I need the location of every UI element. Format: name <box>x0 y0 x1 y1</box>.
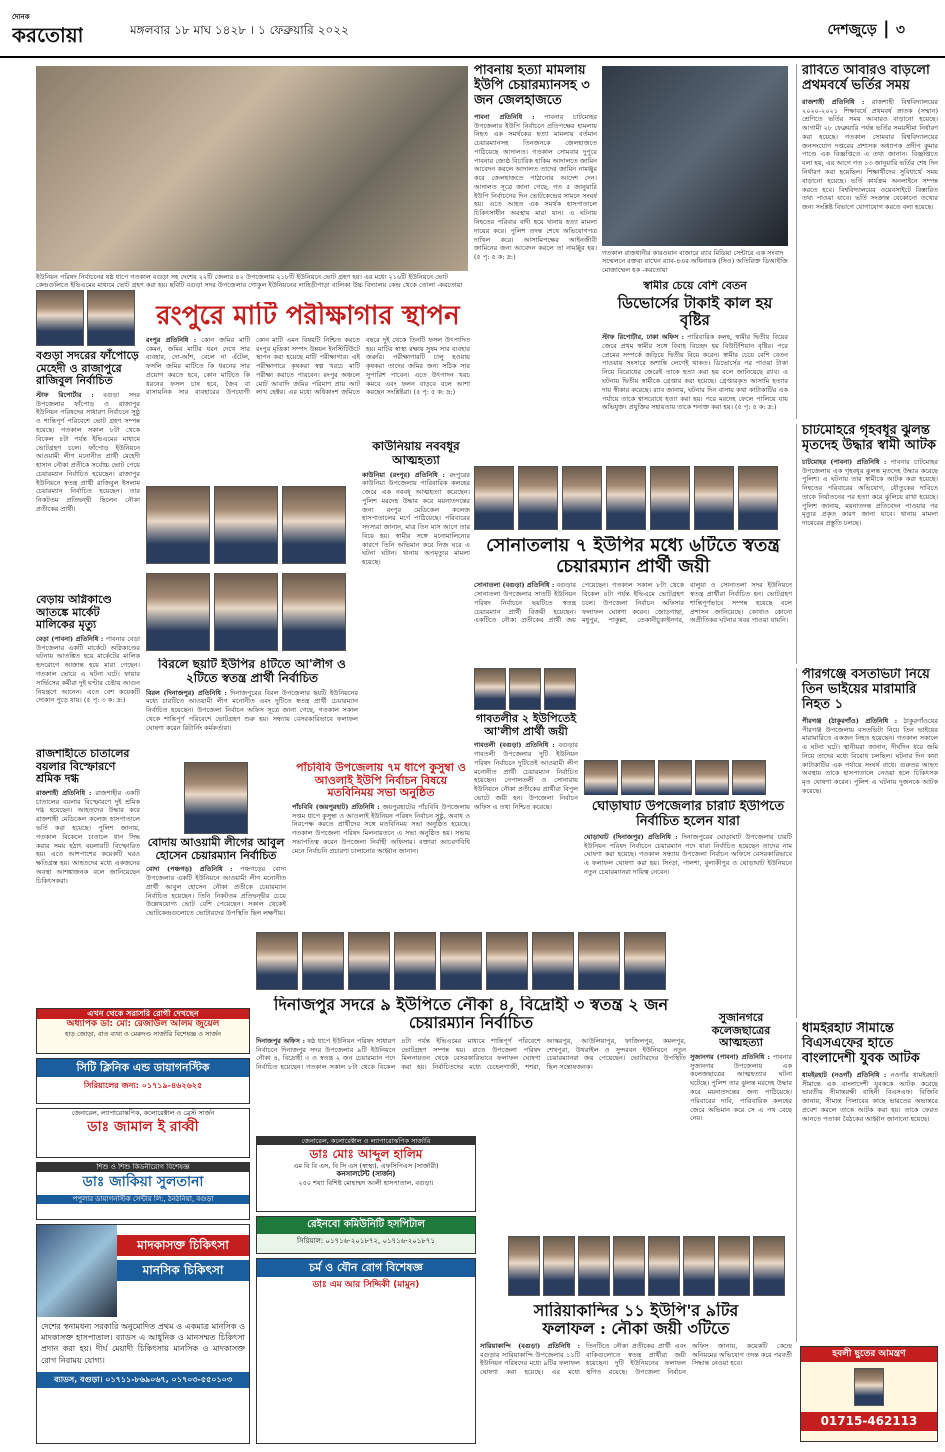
dateline: বেড়া (পাবনা) প্রতিনিধি : <box>36 634 104 643</box>
page-number: ৩ <box>895 22 905 38</box>
candidate-photo <box>578 932 620 990</box>
article-body: জয়পুরহাটের পাঁচবিবি উপজেলায় সপ্তম ধাপে কুসুম্বা ও আওলাই ইউনিয়ন পরিষদ নির্বাচন সুষ্ঠু, অবাধ ও নিরপেক্ষ করতে প্রার্থীদের সঙ্গে মতবিনিময় সভা অনুষ্ঠিত হয়েছে। গতকাল উপজেলা পরিষদ মিলনায়তনে এ সভা অনুষ্ঠিত হয়। সভায় সভাপতিত্ব করেন উপজেলা নির্বাহী অফিসার। বক্তারা আচরণবিধি মেনে নির্বাচনি প্রচারণা চালানোর আহ্বান জানান। <box>292 802 470 855</box>
article-pirganj <box>796 668 938 1018</box>
candidate-photo <box>606 466 646 530</box>
article-body: পঞ্চগড়ের বোদা উপজেলার একটি ইউনিয়নে আওয়ামী লীগ মনোনীত প্রার্থী আবুল হোসেন নৌকা প্রতীকে চেয়ারম্যান নির্বাচিত হয়েছেন। তিনি নিকটতম প্রতিদ্বন্দ্বীর চেয়ে উল্লেখযোগ্য ভোট বেশি পেয়েছেন। সকাল থেকেই ভোটকেন্দ্রগুলোতে ভোটারদের উপস্থিতি ছিল লক্ষণীয়। <box>146 865 286 918</box>
headline: বেড়ায় অগ্নিকাণ্ডে আতঙ্কে মার্কেট মালিকের মৃত্যু <box>36 594 112 632</box>
ad-doctor-name: ডাঃ মোঃ আব্দুল হালিম <box>309 1147 423 1162</box>
ad-title-1: মাদকাসক্ত চিকিৎসা <box>117 1235 249 1256</box>
headline: বগুড়া সদরের ফাঁপোড়ে মেহেদী ও রাজাপুরে রাজিবুল নির্বাচিত <box>36 349 139 388</box>
article-divorce <box>602 280 788 460</box>
candidate-photo <box>694 466 734 530</box>
candidate-photo <box>256 932 298 990</box>
candidate-photo <box>683 1236 715 1296</box>
candidate-photo <box>474 466 514 530</box>
dateline: স্টাফ রিপোর্টার, ঢাকা অফিস : <box>602 333 685 342</box>
article-body: বগুড়ার সারিয়াকান্দি উপজেলার ১১টি ইউনিয়ন পরিষদের মধ্যে ৯টির ফলাফল ঘোষণা করা হয়েছে। এর মধ্যে তিনটিতে নৌকা প্রতীকের প্রার্থী এবং বাকিগুলোতে স্বতন্ত্র প্রার্থীরা জয়ী হয়েছেন। দুটি ইউনিয়নের ফলাফল স্থগিত রয়েছে। উপজেলা নির্বাচন অফিস জানায়, কয়েকটি কেন্দ্রে অনিয়মের অভিযোগ তদন্ত করে পরবর্তী সিদ্ধান্ত নেওয়া হবে। <box>480 1341 792 1377</box>
article-body: দিনাজপুরের বিরল উপজেলার ছয়টি ইউনিয়নের মধ্যে চারটিতে আওয়ামী লীগ মনোনীত এবং দুটিতে স্বতন্ত্র প্রার্থী চেয়ারম্যান নির্বাচিত হয়েছেন। উপজেলা নির্বাচন অফিস সূত্রে জানা গেছে, গতকাল সকাল থেকে শান্তিপূর্ণ পরিবেশে ভোটগ্রহণ শুরু হয়। সন্ধ্যায় বেসরকারিভাবে ফলাফল ঘোষণা করেন রিটার্নিং কর্মকর্তারা। <box>146 688 358 732</box>
candidate-photo <box>394 932 436 990</box>
article-body: রাজশাহীর একটি চাতালের বয়লার বিস্ফোরণে দুই শ্রমিক দগ্ধ হয়েছেন। আহতদের উদ্ধার করে রাজশাহী মেডিকেল কলেজ হাসপাতালে ভর্তি করা হয়েছে। পুলিশ জানায়, গতকাল বিকেলে চাতালে ধান সিদ্ধ করার সময় হঠাৎ বয়লারটি বিস্ফোরিত হয়। এতে আশপাশের কয়েকটি ঘরও ক্ষতিগ্রস্ত হয়। আহতদের মধ্যে একজনের অবস্থা আশঙ্কাজনক বলে জানিয়েছেন চিকিৎসকরা। <box>36 788 140 885</box>
ad-title: হবলী ছুতের আমন্ত্রণ <box>801 1347 937 1362</box>
candidate-photo <box>474 668 506 710</box>
article-body: ষষ্ঠ ধাপে ইউনিয়ন পরিষদ সাধারণ নির্বাচনে দিনাজপুর সদর উপজেলার ৯টি ইউনিয়নে নৌকা ৪, বিদ্রোহী ৩ ও স্বতন্ত্র ২ জন চেয়ারম্যান পদে নির্বাচিত হয়েছেন। গতকাল সকাল ৮টা থেকে বিকেল ৪টা পর্যন্ত ইভিএমের মাধ্যমে শান্তিপূর্ণ পরিবেশে ভোটগ্রহণ সম্পন্ন হয়। রাতে উপজেলা পরিষদ মিলনায়তন থেকে বেসরকারিভাবে ফলাফল ঘোষণা করা হয়। নির্বাচিতদের মধ্যে চেহেলগাজী, শশরা, আস্করপুর, আউলিয়াপুর, ফাজিলপুর, কমলপুর, শেখপুরা, উথরাইল ও সুন্দরবন ইউনিয়নে নতুন চেয়ারম্যানরা জয় পেয়েছেন। ভোটারদের উপস্থিতি ছিল সন্তোষজনক। <box>256 1036 686 1072</box>
dateline: ঘোড়াঘাট (দিনাজপুর) প্রতিনিধি : <box>584 832 678 841</box>
headline-line-2: ফলাফল : নৌকা জয়ী ৩টিতে <box>542 1319 730 1339</box>
candidate-photo <box>753 1236 785 1296</box>
dateline: রাজশাহী প্রতিনিধি : <box>802 97 865 106</box>
headline: পাঁচবিবি উপজেলায় ৭ম ধাপে কুসুম্বা ও আওলাই ইউপি নির্বাচন বিষয়ে মতবিনিময় সভা অনুষ্ঠিত <box>296 762 466 800</box>
press-conference-photo <box>602 66 788 246</box>
headline: পীরগঞ্জে বসতভিটা নিয়ে তিন ভাইয়ের মারামারি নিহত ১ <box>802 668 930 712</box>
article-pabna <box>474 64 597 464</box>
ad-title-2: মানসিক চিকিৎসা <box>117 1260 249 1281</box>
candidate-photo <box>146 573 210 651</box>
candidate-photo <box>36 290 84 346</box>
headline-line-1: সারিয়াকান্দির ১১ ইউপি'র ৯টির <box>533 1302 739 1320</box>
candidate-photo <box>440 932 482 990</box>
candidate-photo <box>543 1236 575 1296</box>
candidate-photo <box>302 932 344 990</box>
candidate-photo <box>718 1236 750 1296</box>
article-body: নওগাঁর ধামইরহাট সীমান্তে এক বাংলাদেশী যুবককে আটক করেছে ভারতীয় সীমান্তরক্ষী বাহিনী বিএসএফ। বিজিবি জানায়, সীমান্ত পিলারের কাছে ভারতের অভ্যন্তরে প্রবেশ করলে তাকে আটক করা হয়। তাকে ফেরত আনতে পতাকা বৈঠকের আহ্বান জানানো হয়েছে। <box>802 1070 938 1123</box>
article-rajshahi-blast <box>36 748 140 1003</box>
article-kauniya <box>362 440 470 700</box>
press-photo-caption: গতকাল রাজধানীর কারওয়ান বাজারে র‍্যাব মিডিয়া সেন্টারে এক সংবাদ সম্মেলনে বক্তব্য রাখেন র‍্যাব-৪এর অধিনায়ক (সিও) অতিরিক্ত ডিআইজি মোজাম্মেল হক -করতোয়া <box>602 249 788 274</box>
headline: কাউনিয়ায় নববধূর আত্মহত্যা <box>372 440 460 467</box>
headline: ধামইরহাট সীমান্তে বিএসএফের হাতে বাংলাদেশী যুবক আটক <box>802 1022 920 1066</box>
article-sariakandi <box>480 1302 792 1444</box>
ad-body: দেশের স্বনামধন্য সরকারি অনুমোদিত প্রথম ও একমাত্র মানসিক ও মাদকাসক্ত হাসপাতাল। ব্যাডস এ আধুনিক ও মানসম্মত চিকিৎসা প্রদান করা হয়। দীর্ঘ মেয়াদী চিকিৎসায় মানসিক ও মাদকাসক্ত রোগ নিরাময় যোগ্য। <box>41 1322 245 1365</box>
ad-skin-doctor[interactable] <box>256 1258 476 1444</box>
article-ghoraghat <box>584 800 792 930</box>
ad-title: সিটি ক্লিনিক এন্ড ডায়াগনস্টিক <box>37 1059 249 1077</box>
dateline: পীরগঞ্জ (ঠাকুরগাঁও) প্রতিনিধি : <box>802 716 898 725</box>
candidate-photo <box>508 1236 540 1296</box>
article-body: দিনাজপুরের ঘোড়াঘাট উপজেলার চারটি ইউনিয়ন পরিষদ নির্বাচনে চেয়ারম্যান পদে যারা নির্বাচিত হয়েছেন তাদের নাম ঘোষণা করা হয়েছে। গতকাল সন্ধ্যায় উপজেলা নির্বাচন অফিসে বেসরকারিভাবে এ ফলাফল ঘোষণা করা হয়। সিংড়া, পালশা, বুলাকীপুর ও ঘোড়াঘাট ইউনিয়নে নতুন চেয়ারম্যানরা দায়িত্ব নেবেন। <box>584 832 792 876</box>
dateline: সুজানগর (পাবনা) প্রতিনিধি : <box>690 1052 770 1061</box>
issue-date: মঙ্গলবার ১৮ মাঘ ১৪২৮ । ১ ফেব্রুয়ারি ২০২২ <box>130 23 349 37</box>
candidate-photo <box>695 760 729 795</box>
article-dhamoirhat <box>796 1022 938 1342</box>
ad-doctor-name: ডাঃ জামাল ই রাব্বী <box>87 1119 199 1136</box>
ad-contact: ব্যাডস, বগুড়া। ০১৭১১-৮৬৯০৬৭, ০১৭০৩-৫৫০১০৩ <box>37 1372 249 1388</box>
dateline: সারিয়াকান্দি (বগুড়া) প্রতিনিধি : <box>480 1341 580 1350</box>
candidate-photo <box>486 932 528 990</box>
article-rabi <box>796 64 938 419</box>
article-bera <box>36 594 140 744</box>
dateline: পাবনা প্রতিনিধি : <box>474 112 535 121</box>
ad-clinic: পপুলার ডায়াগনস্টিক সেন্টার লি:, ঠনঠনিয়া, বগুড়া <box>37 1195 249 1204</box>
headline: ডিভোর্সের টাকাই কাল হয় বৃষ্টির <box>617 293 773 329</box>
candidate-photo <box>578 1236 610 1296</box>
article-body: পাবনার চাটমোহর উপজেলায় এক গৃহবধূর ঝুলন্ত মৃতদেহ উদ্ধার করেছে পুলিশ। এ ঘটনায় তার স্বামীকে আটক করা হয়েছে। নিহতের পরিবারের অভিযোগ, যৌতুকের দাবিতে তাকে নির্যাতনের পর হত্যা করে ঝুলিয়ে রাখা হয়েছে। পুলিশ জানায়, ময়নাতদন্ত প্রতিবেদন পাওয়ার পর মৃত্যুর প্রকৃত কারণ জানা যাবে। থানায় মামলা দায়েরের প্রস্তুতি চলছে। <box>802 457 938 528</box>
ad-city-clinic[interactable] <box>36 1058 250 1104</box>
headline: ঘোড়াঘাট উপজেলার চারটি ইউপিতে নির্বাচিত হলেন যারা <box>591 800 785 829</box>
headline: রংপুরে মাটি পরীক্ষাগার স্থাপন <box>156 302 460 331</box>
candidate-photo <box>146 486 210 564</box>
ad-doctor-name: ডাঃ জাকিয়া সুলতানা <box>82 1173 204 1190</box>
dateline: দিনাজপুর অফিস : <box>256 1036 305 1045</box>
ad-speciality: হাড় জোড়া, বাত ব্যথা ও মেরুদণ্ড সার্জারি বিশেষজ্ঞ ও সার্জন <box>64 1030 222 1039</box>
sariakandi-candidate-photos <box>508 1236 792 1300</box>
candidate-photos <box>146 486 356 656</box>
ad-doctor-name: ডাঃ এম আর সিদ্দিকী (মামুন) <box>312 1279 420 1290</box>
candidate-photo <box>584 760 618 795</box>
article-body: কোন জমির মাটি কেমন, জমির মাটির ধরন দেখে সার ব্যবহার, দো-আঁশ, বেলে না এঁটেল, ফসলি জমির মাটিতে কি ধরনের সার প্রয়োগ করতে হবে, কোন মাটিতে কি ধরনের ফসল চাষ হবে, জৈব বা রাসায়নিক সার ব্যবহারের উপযোগী কোন মাটি এমন বিষয়টি নিশ্চিত করতে রংপুর মৃত্তিকা সম্পদ উন্নয়ন ইনস্টিটিউটে স্থাপন করা হয়েছে মাটি পরীক্ষাগার। এই পরীক্ষাগারে কৃষকরা স্বল্প খরচে মাটি পরীক্ষা করাতে পারবেন। রংপুর অঞ্চলে মোট আবাদি জমির পরিমাণ প্রায় আট লাখ হেক্টর। এর মধ্যে অধিকাংশ জমিতে বছরে দুই থেকে তিনটি ফসল উৎপাদিত হয়। মাটির স্বাস্থ্য রক্ষায় সুষম সার ব্যবহার জরুরি। পরীক্ষাগারটি চালু হওয়ায় কৃষকরা তাদের জমির জন্য সঠিক সার সুপারিশ পাবেন। এতে উৎপাদন খরচ কমবে এবং ফলন বাড়বে বলে আশা করছেন সংশ্লিষ্টরা। (৫ পৃ: ৫ ক: দ্র:) <box>146 335 470 397</box>
dateline: ধামইরহাট (নওগাঁ) প্রতিনিধি : <box>802 1070 887 1079</box>
ad-brain-image <box>37 1225 117 1317</box>
dateline: রংপুর প্রতিনিধি : <box>146 335 197 344</box>
ad-doctor-name: অধ্যাপক ডা: মো: রেজাউল আলম জুয়েল <box>66 1019 220 1029</box>
headline: রাজশাহীতে চাতালের বয়লার বিস্ফোরণে শ্রমিক দগ্ধ <box>36 748 130 786</box>
article-body: পাবনার চাটমোহর উপজেলার ইউপি নির্বাচনে প্রতিপক্ষের হামলায় নিহত এক সমর্থকের হত্যা মামলায় বর্তমান চেয়ারম্যানসহ তিনজনকে জেলহাজতে পাঠিয়েছে আদালত। গতকাল সোমবার দুপুরে পাবনার জ্যেষ্ঠ বিচারিক হাকিম আদালতে জামিন আবেদন করলে আদালত তাদের জামিন নামঞ্জুর করে জেলহাজতে পাঠানোর আদেশ দেন। আদালত সূত্রে জানা গেছে, গত ৫ জানুয়ারি ইউপি নির্বাচনের দিন ভোটকেন্দ্রের সামনে সংঘর্ষ হয়। এতে আহত এক সমর্থক হাসপাতালে চিকিৎসাধীন অবস্থায় মারা যান। এ ঘটনায় নিহতের পরিবার বাদী হয়ে থানায় হত্যা মামলা দায়ের করে। পুলিশ তদন্ত শেষে অভিযোগপত্র দাখিল করে। আসামিপক্ষের আইনজীবী জামিনের জন্য আবেদন করলে তা নামঞ্জুর হয়। (৫ পৃ: ৫ ক: দ্র:) <box>474 112 597 262</box>
dateline: গাবতলী (বগুড়া) প্রতিনিধি : <box>474 741 555 750</box>
top-photo-caption: ইউনিয়ন পরিষদ নির্বাচনের ষষ্ঠ ধাপে গতকাল বগুড়া সহ দেশের ২২টি জেলার ৪২ উপজেলায় ২১৮টি ইউনিয়নে ভোট গ্রহণ হয়। এর মধ্যে ২১৬টি ইউনিয়নে ভোট কেন্দ্রগুলিতে ইভিএমের মাধ্যমে ভোট গ্রহণ করা হয়। ছবিটি বগুড়া সদর উপজেলার গোকুল ইউনিয়নের লাহিড়ীপাড়া বালিকা উচ্চ বিদ্যালয় কেন্দ্র থেকে তোলা -করতোয়া <box>36 273 463 290</box>
article-body: ঠাকুরগাঁওয়ের পীরগঞ্জ উপজেলায় বসতভিটা নিয়ে তিন ভাইয়ের মারামারিতে একজন নিহত হয়েছেন। গতকাল সকালে এ ঘটনা ঘটে। স্থানীয়রা জানান, দীর্ঘদিন ধরে জমি নিয়ে তাদের মধ্যে বিরোধ চলছিল। ঘটনার দিন কথা কাটাকাটির এক পর্যায়ে সংঘর্ষ বাধে। গুরুতর আহত অবস্থায় তাকে হাসপাতালে নেওয়া হলে চিকিৎসক মৃত ঘোষণা করেন। পুলিশ এ ঘটনায় দুজনকে আটক করেছে। <box>802 716 938 795</box>
ad-ortho-doctor[interactable] <box>36 1008 250 1054</box>
newspaper-logo: দৈনিক করতোয়া <box>12 14 84 47</box>
ad-speciality: জেনারেল, কলোরেক্টাল ও ল্যাপারোস্কপিক সার্জারি <box>257 1137 475 1145</box>
ghoraghat-candidate-photos <box>584 760 792 795</box>
article-rangpur <box>146 302 470 442</box>
dateline: সোনাতলা (বগুড়া) প্রতিনিধি : <box>474 581 555 590</box>
candidate-photo <box>87 290 135 346</box>
candidate-photo <box>509 668 541 710</box>
headline: রাবিতে আবারও বাড়লো প্রথমবর্ষে ভর্তির সময় <box>802 64 930 93</box>
dateline: বোদা (পঞ্চগড়) প্রতিনিধি : <box>146 865 233 874</box>
candidate-photo <box>650 466 690 530</box>
dateline: স্টাফ রিপোর্টার : <box>36 390 94 399</box>
article-body: পারিবারিক কলহ, স্বামীর দ্বিতীয় বিয়ের জেরে প্রথম স্বামীর সঙ্গে বিবাহ বিচ্ছেদ হয় বিউটিশিয়ান বৃষ্টির। পরে প্রেমের সম্পর্কে জড়িয়ে দ্বিতীয় বিয়ে করেন। স্বামীর চেয়ে বেশি বেতন পাওয়ায় সংসারে অশান্তি লেগেই থাকত। ডিভোর্সের পর পাওয়া টাকা নিয়ে বিরোধের জেরেই তাকে হত্যা করা হয় বলে জানিয়েছে র‍্যাব। এ ঘটনায় দ্বিতীয় স্বামীকে গ্রেপ্তার করা হয়েছে। গ্রেপ্তারকৃত আসামি হত্যার দায় স্বীকার করেছে। র‍্যাব জানায়, ঘটনার দিন বাসায় কথা কাটাকাটির এক পর্যায়ে তাকে শ্বাসরোধে হত্যা করা হয়। পরে মরদেহ ফেলে পালিয়ে যায় অভিযুক্ত। প্রযুক্তির সহায়তায় তাকে শনাক্ত করা হয়। (৫ পৃ: ৫ ক: দ্র:) <box>602 333 788 412</box>
ad-title: চর্ম ও যৌন রোগ বিশেষজ্ঞ <box>257 1259 475 1277</box>
candidate-photo <box>613 1236 645 1296</box>
candidate-photo <box>658 760 692 795</box>
dateline: বিরল (দিনাজপুর) প্রতিনিধি : <box>146 688 227 697</box>
sonatala-candidate-photos <box>474 466 792 534</box>
candidate-photo <box>214 573 278 651</box>
dateline: চাটমোহর (পাবনা) প্রতিনিধি : <box>802 457 887 466</box>
candidate-photo <box>518 466 558 530</box>
ad-dr-zakia[interactable] <box>36 1162 250 1220</box>
ad-speciality: শিশু ও শিশু কিডনীরোগ বিশেষজ্ঞ <box>37 1163 249 1172</box>
ad-portrait <box>854 1368 884 1406</box>
candidate-photo <box>624 932 666 990</box>
candidate-photo <box>184 762 248 834</box>
candidate-photo <box>282 573 346 651</box>
candidate-photo <box>532 932 574 990</box>
ad-dr-jamal[interactable] <box>36 1108 250 1158</box>
ad-invitation[interactable] <box>800 1346 938 1442</box>
article-chatmohar <box>796 424 938 664</box>
article-body: বগুড়ার গাবতলী উপজেলার দুটি ইউনিয়ন পরিষদ নির্বাচনে দুটিতেই আওয়ামী লীগ মনোনীত প্রার্থী চেয়ারম্যান নির্বাচিত হয়েছেন। নেপালতলী ও সোনারায় ইউনিয়নে নৌকা প্রতীকের প্রার্থীরা বিপুল ভোটে জয়ী হন। উপজেলা নির্বাচন অফিস এ তথ্য নিশ্চিত করেছে। <box>474 741 578 811</box>
article-gabtali <box>474 668 578 968</box>
article-body: পাবনার বেড়া উপজেলার একটি মার্কেটে অগ্নিকাণ্ডের ঘটনায় আতঙ্কিত হয়ে মার্কেটের মালিক হৃদরোগে আক্রান্ত হয়ে মারা গেছেন। গতকাল ভোরে এ ঘটনা ঘটে। ফায়ার সার্ভিসের কর্মীরা দুই ঘণ্টার চেষ্টায় আগুন নিয়ন্ত্রণে আনেন। এতে বেশ কয়েকটি দোকান পুড়ে যায়। (৫ পৃ: ৩ ক: দ্র:) <box>36 634 140 705</box>
candidate-photo <box>621 760 655 795</box>
candidate-photo <box>738 466 778 530</box>
headline: পাবনায় হত্যা মামলায় ইউপি চেয়ারম্যানসহ ৩ জন জেলহাজতে <box>474 64 590 108</box>
candidate-photo <box>732 760 766 795</box>
article-bogura-sadar <box>36 290 140 590</box>
headline: চাটমোহরে গৃহবধূর ঝুলন্ত মৃতদেহ উদ্ধার স্বামী আটক <box>802 424 936 453</box>
headline: সুজানগরে কলেজছাত্রের আত্মহত্যা <box>711 1012 771 1050</box>
headline: দিনাজপুর সদরে ৯ ইউপিতে নৌকা ৪, বিদ্রোহী ৩ স্বতন্ত্র ২ জন চেয়ারম্যান নির্বাচিত <box>273 996 669 1033</box>
article-birol <box>146 658 358 758</box>
top-news-photo <box>36 66 468 271</box>
article-sujanagar <box>690 1012 792 1232</box>
ad-serial-phone: সিরিয়াল: ০১৭১৬-২০১৮৭২, ০১৭১৬-২০১৮৭১ <box>297 1236 435 1245</box>
article-body: বগুড়ার সোনাতলা উপজেলার সাতটি ইউনিয়ন পরিষদ নির্বাচনে ছয়টিতে স্বতন্ত্র চেয়ারম্যান প্রার্থী বিজয়ী হয়েছেন। একটিতে নৌকা প্রতীকের প্রার্থী জয় পেয়েছেন। গতকাল সকাল ৮টা থেকে বিকেল ৪টা পর্যন্ত ইভিএমে ভোটগ্রহণ চলে। উপজেলা নির্বাচন অফিসার ফলাফল ঘোষণা করেন। জোড়গাছা, মধুপুর, পাকুল্লা, তেকানীচুকাইনগর, বালুয়া ও সোনাতলা সদর ইউনিয়নে স্বতন্ত্র প্রার্থীরা নির্বাচিত হন। ভোটগ্রহণ শান্তিপূর্ণভাবে সম্পন্ন হয়েছে বলে প্রশাসন জানিয়েছে। কোথাও কোনো অপ্রীতিকর ঘটনার খবর পাওয়া যায়নি। <box>474 581 792 625</box>
candidate-photo <box>544 668 576 710</box>
ad-phone: 01715-462113 <box>801 1412 937 1431</box>
article-body: বগুড়া সদর উপজেলার ফাঁপোড় ও রাজাপুর ইউনিয়ন পরিষদের সাধারণ নির্বাচনে সুষ্ঠু ও শান্তিপূর্ণ পরিবেশে ভোট গ্রহণ সম্পন্ন হয়েছে। গতকাল সকাল ৮টা থেকে বিকেল ৪টা পর্যন্ত ইভিএমের মাধ্যমে ভোটগ্রহণ চলে। ফাঁপোড় ইউনিয়নে আওয়ামী লীগ মনোনীত প্রার্থী মেহেদী হাসান নৌকা প্রতীকে সর্বোচ্চ ভোট পেয়ে চেয়ারম্যান নির্বাচিত হয়েছেন। রাজাপুর ইউনিয়নে স্বতন্ত্র প্রার্থী রাজিবুল ইসলাম চেয়ারম্যান নির্বাচিত হয়েছেন। তার নিকটতম প্রতিদ্বন্দ্বী ছিলেন নৌকা প্রতীকের প্রার্থী। <box>36 390 140 513</box>
kicker: স্বামীর চেয়ে বেশি বেতন <box>643 280 747 292</box>
ad-role: কনসালটেন্ট (সার্জন) <box>336 1170 396 1179</box>
ad-degrees: এম বি বি এস, বি সি এস (স্বাস্থ্য), এফসিপিএস (সার্জারী) <box>293 1162 439 1171</box>
ad-rainbow-hospital[interactable] <box>256 1216 476 1254</box>
ad-bads-rehab[interactable] <box>36 1224 250 1444</box>
section-title: দেশজুড়ে | ৩ <box>827 18 905 39</box>
dateline: কাউনিয়া (রংপুর) প্রতিনিধি : <box>362 470 445 479</box>
ad-title: রেইনবো কমিউনিটি হসপিটাল <box>257 1217 475 1234</box>
headline: গাবতলীর ২ ইউপিতেই আ'লীগ প্রার্থী জয়ী <box>475 712 577 738</box>
ad-dr-halim[interactable] <box>256 1136 476 1212</box>
headline: সোনাতলায় ৭ ইউপির মধ্যে ৬টিতে স্বতন্ত্র চেয়ারম্যান প্রার্থী জয়ী <box>486 536 780 577</box>
headline: বিরলে ছয়টি ইউপির ৪টিতে আ'লীগ ও ২টিতে স্বতন্ত্র প্রার্থী নির্বাচিত <box>158 658 346 685</box>
candidate-photo <box>562 466 602 530</box>
article-sonatala <box>474 536 792 664</box>
candidate-photo <box>214 486 278 564</box>
ad-serial-phone: সিরিয়ালের জন্য: ০১৭১৯-৪৬২৬২৫ <box>83 1080 203 1090</box>
ad-banner: এখন থেকে সরাসরি রোগী দেখছেন <box>37 1009 249 1019</box>
article-dinajpur <box>256 996 686 1132</box>
article-body: পাবনার সুজানগর উপজেলায় এক কলেজছাত্রের আত্মহত্যার ঘটনা ঘটেছে। পুলিশ তার ঝুলন্ত মরদেহ উদ্ধার করে ময়নাতদন্তের জন্য পাঠিয়েছে। পরিবারের দাবি, পারিবারিক কলহের জেরে অভিমান করে সে এ পথ বেছে নেয়। <box>690 1052 792 1123</box>
masthead <box>0 0 945 58</box>
ad-speciality: জেনারেল, ল্যাপারোস্কপিক, কলোরেক্টাল ও ব্রেস্ট সার্জন <box>71 1109 215 1117</box>
headline: বোদায় আওয়ামী লীগের আবুল হোসেন চেয়ারম্যান নির্বাচিত <box>147 836 285 862</box>
candidate-photo <box>282 486 346 564</box>
article-body: রাজশাহী বিশ্ববিদ্যালয়ের ২০২০-২০২১ শিক্ষাবর্ষে প্রথমবর্ষ স্নাতক (সম্মান) শ্রেণিতে ভর্তির সময় আবারও বাড়ানো হয়েছে। আগামী ২৮ ফেব্রুয়ারি পর্যন্ত ভর্তির সময়সীমা নির্ধারণ করা হয়েছে। গতকাল সোমবার বিশ্ববিদ্যালয়ের জনসংযোগ দপ্তরের প্রশাসক অধ্যাপক প্রদীপ কুমার পাণ্ডে এক বিজ্ঞপ্তিতে এ তথ্য জানান। বিজ্ঞপ্তিতে বলা হয়, এর আগে গত ১৩ জানুয়ারি ভর্তির শেষ দিন নির্ধারণ করা হয়েছিল। শিক্ষার্থীদের সুবিধার্থে সময় বাড়ানো হয়েছে। ভর্তি কার্যক্রম অনলাইনে সম্পন্ন করতে হবে। বিশ্ববিদ্যালয়ের ওয়েবসাইটে বিস্তারিত তথ্য পাওয়া যাবে। ভর্তি সংক্রান্ত যেকোনো তথ্যের জন্য সংশ্লিষ্ট বিভাগে যোগাযোগ করতে বলা হয়েছে। <box>802 97 938 212</box>
dateline: পাঁচবিবি (জয়পুরহাট) প্রতিনিধি : <box>292 802 380 811</box>
candidate-photo <box>348 932 390 990</box>
article-body: রংপুরের কাউনিয়া উপজেলায় পারিবারিক কলহের জেরে এক নববধূ আত্মহত্যা করেছেন। পুলিশ মরদেহ উদ্ধার করে ময়নাতদন্তের জন্য রংপুর মেডিকেল কলেজ হাসপাতালের মর্গে পাঠিয়েছে। পরিবারের সদস্যরা জানান, মাত্র তিন মাস আগে তার বিয়ে হয়। স্বামীর সঙ্গে মনোমালিন্যের কারণে তিনি অভিমান করে নিজ ঘরে এ ঘটনা ঘটান। থানায় অপমৃত্যুর মামলা হয়েছে। <box>362 470 470 567</box>
dateline: রাজশাহী প্রতিনিধি : <box>36 788 92 797</box>
candidate-photo <box>648 1236 680 1296</box>
ad-hospital: ২৫০ শয্যা বিশিষ্ট মোহাম্মদ আলী হাসপাতাল, বগুড়া। <box>298 1179 434 1187</box>
